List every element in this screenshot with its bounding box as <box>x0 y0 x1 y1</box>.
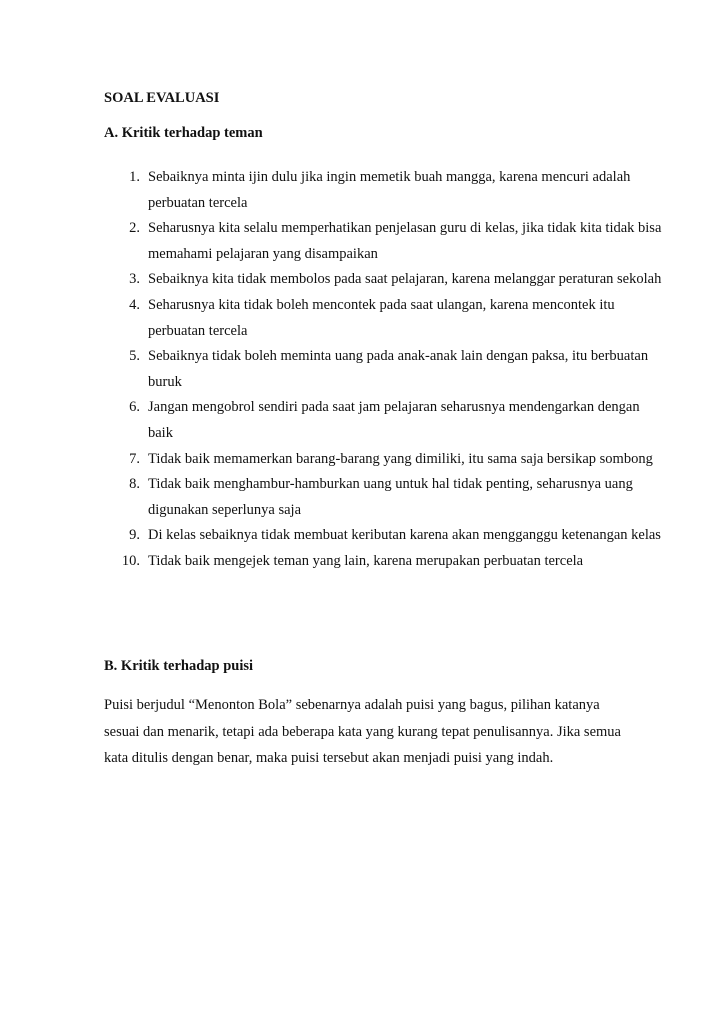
list-item-text: Di kelas sebaiknya tidak membuat keributan karena akan mengganggu ketenangan kelas <box>148 527 661 544</box>
list-item-text: Seharusnya kita selalu memperhatikan penjelasan guru di kelas, jika tidak kita tidak bisa memahami pelajaran yang disampaikan <box>148 220 662 262</box>
list-item <box>104 549 664 575</box>
list-item-text: Tidak baik memamerkan barang-barang yang dimiliki, itu sama saja bersikap sombong <box>148 450 653 467</box>
list-item-text: Tidak baik mengejek teman yang lain, karena merupakan perbuatan tercela <box>148 552 584 569</box>
list-item-number: 5. <box>129 348 140 365</box>
list-item <box>104 165 664 216</box>
list-item-number: 3. <box>129 271 140 288</box>
section-a-heading: A. Kritik terhadap teman <box>104 125 263 141</box>
list-item <box>104 447 664 473</box>
list-item-text: Seharusnya kita tidak boleh mencontek pada saat ulangan, karena mencontek itu perbuatan tercela <box>148 296 615 339</box>
list-item <box>104 472 664 523</box>
list-item-text: Sebaiknya tidak boleh meminta uang pada anak-anak lain dengan paksa, itu berbuatan buruk <box>148 348 649 390</box>
list-item-number: 4. <box>129 296 140 313</box>
list-item-number: 9. <box>129 527 140 544</box>
list-item-text: Jangan mengobrol sendiri pada saat jam pelajaran seharusnya mendengarkan dengan baik <box>148 399 640 441</box>
list-item-text: Sebaiknya kita tidak membolos pada saat pelajaran, karena melanggar peraturan sekolah <box>148 271 662 288</box>
list-item <box>104 293 664 344</box>
list-item <box>104 216 664 267</box>
critique-list <box>104 165 664 575</box>
list-item <box>104 523 664 549</box>
list-item <box>104 395 664 446</box>
list-item-number: 6. <box>129 399 140 416</box>
list-item-text: Sebaiknya minta ijin dulu jika ingin memetik buah mangga, karena mencuri adalah perbuatan tercela <box>148 169 631 211</box>
poem-critique-paragraph: Puisi berjudul “Menonton Bola” sebenarnya adalah puisi yang bagus, pilihan katanya sesuai dan menarik, tetapi ada beberapa kata yang kurang tepat penulisannya. Jika semua kata ditulis dengan benar, maka puisi tersebut akan menjadi puisi yang indah. <box>104 697 621 766</box>
list-item-number: 10. <box>121 552 140 569</box>
list-item <box>104 344 664 395</box>
list-item-number: 7. <box>129 450 140 467</box>
list-item-text: Tidak baik menghambur-hamburkan uang untuk hal tidak penting, seharusnya uang digunakan seperlunya saja <box>148 476 633 518</box>
section-b-heading: B. Kritik terhadap puisi <box>104 658 254 674</box>
list-item <box>104 267 664 293</box>
list-item-number: 8. <box>129 476 140 493</box>
list-item-number: 2. <box>129 220 140 237</box>
document-title: SOAL EVALUASI <box>104 90 220 106</box>
list-item-number: 1. <box>129 169 140 185</box>
